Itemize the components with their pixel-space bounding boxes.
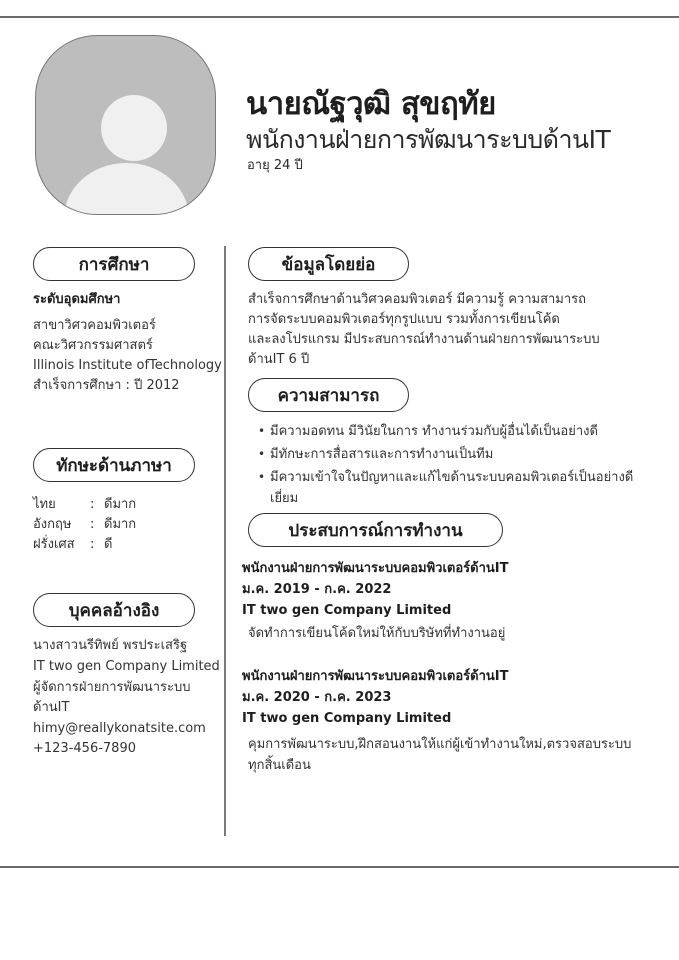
avatar-shoulders [64, 163, 189, 215]
education-line: คณะวิศวกรรมศาสตร์ [33, 338, 153, 353]
job-description: คุมการพัฒนาระบบ,ฝึกสอนงานให้แก่ผู้เข้าทำงานใหม่,ตรวจสอบระบบ [248, 737, 632, 752]
reference-company: IT two gen Company Limited [33, 659, 220, 674]
education-line: สำเร็จการศึกษา : ปี 2012 [33, 378, 180, 393]
summary-line: สำเร็จการศึกษาด้านวิศวคอมพิวเตอร์ มีความรู้ ความสามารถ [248, 292, 587, 307]
skill-text: มีความเข้าใจในปัญหาและแก้ไขด้านระบบคอมพิวเตอร์เป็นอย่างดี [270, 470, 634, 485]
language-level: ดี [104, 537, 113, 552]
language-name: อังกฤษ [33, 517, 72, 532]
education-level: ระดับอุดมศึกษา [33, 292, 121, 307]
reference-position: ผู้จัดการฝ่ายการพัฒนาระบบ [33, 680, 191, 695]
avatar-head [101, 95, 167, 161]
skill-item [258, 421, 598, 442]
reference-email: himy@reallykonatsite.com [33, 721, 206, 736]
language-level: ดีมาก [104, 497, 137, 512]
age: อายุ 24 ปี [247, 158, 303, 173]
skills-heading: ความสามารถ [248, 378, 409, 412]
language-level: ดีมาก [104, 517, 137, 532]
skill-text: มีความอดทน มีวินัยในการ ทำงานร่วมกับผู้อื่นได้เป็นอย่างดี [270, 424, 598, 439]
job-title: พนักงานฝ่ายการพัฒนาระบบด้านIT [246, 125, 611, 154]
column-divider [224, 246, 226, 836]
skill-text: เยี่ยม [270, 491, 299, 506]
job-period: ม.ค. 2020 - ก.ค. 2023 [242, 690, 392, 705]
job-period: ม.ค. 2019 - ก.ค. 2022 [242, 582, 392, 597]
summary-line: ด้านIT 6 ปี [248, 352, 310, 367]
skill-item [258, 444, 493, 465]
education-line: สาขาวิศวคอมพิวเตอร์ [33, 318, 156, 333]
bullet-icon: • [258, 447, 266, 461]
skill-text: มีทักษะการสื่อสารและการทำงานเป็นทีม [270, 447, 494, 462]
top-divider [0, 16, 679, 18]
skill-item [258, 467, 633, 488]
education-line: Illinois Institute ofTechnology [33, 358, 222, 373]
job-description: จัดทำการเขียนโค้ดใหม่ให้กับบริษัทที่ทำงานอยู่ [248, 626, 506, 641]
summary-line: การจัดระบบคอมพิวเตอร์ทุกรูปแบบ รวมทั้งการเขียนโค้ด [248, 312, 560, 327]
summary-line: และลงโปรแกรม มีประสบการณ์ทำงานด้านฝ่ายการพัฒนาระบบ [248, 332, 600, 347]
summary-heading: ข้อมูลโดยย่อ [248, 247, 409, 281]
language-separator: : [90, 517, 95, 532]
skill-item-continuation [270, 489, 298, 509]
education-heading: การศึกษา [33, 247, 195, 281]
bullet-icon: • [258, 470, 266, 484]
reference-phone: +123-456-7890 [33, 741, 136, 756]
user-placeholder-icon [35, 35, 216, 215]
candidate-name: นายณัฐวุฒิ สุขฤทัย [246, 86, 496, 122]
experience-heading: ประสบการณ์การทำงาน [248, 513, 503, 547]
reference-position: ด้านIT [33, 700, 70, 715]
language-row [33, 513, 136, 534]
language-separator: : [90, 497, 95, 512]
job-position: พนักงานฝ่ายการพัฒนาระบบคอมพิวเตอร์ด้านIT [242, 561, 509, 576]
bottom-divider [0, 866, 679, 868]
language-row [33, 493, 136, 514]
job-company: IT two gen Company Limited [242, 711, 452, 726]
reference-name: นางสาวนรีทิพย์ พรประเสริฐ [33, 638, 188, 653]
bullet-icon: • [258, 424, 266, 438]
language-row [33, 533, 112, 554]
language-name: ไทย [33, 497, 56, 512]
job-description: ทุกสิ้นเดือน [248, 758, 311, 773]
job-company: IT two gen Company Limited [242, 603, 452, 618]
language-name: ฝรั่งเศส [33, 537, 75, 552]
language-separator: : [90, 537, 95, 552]
reference-heading: บุคคลอ้างอิง [33, 593, 195, 627]
job-position: พนักงานฝ่ายการพัฒนาระบบคอมพิวเตอร์ด้านIT [242, 669, 509, 684]
languages-heading: ทักษะด้านภาษา [33, 448, 195, 482]
